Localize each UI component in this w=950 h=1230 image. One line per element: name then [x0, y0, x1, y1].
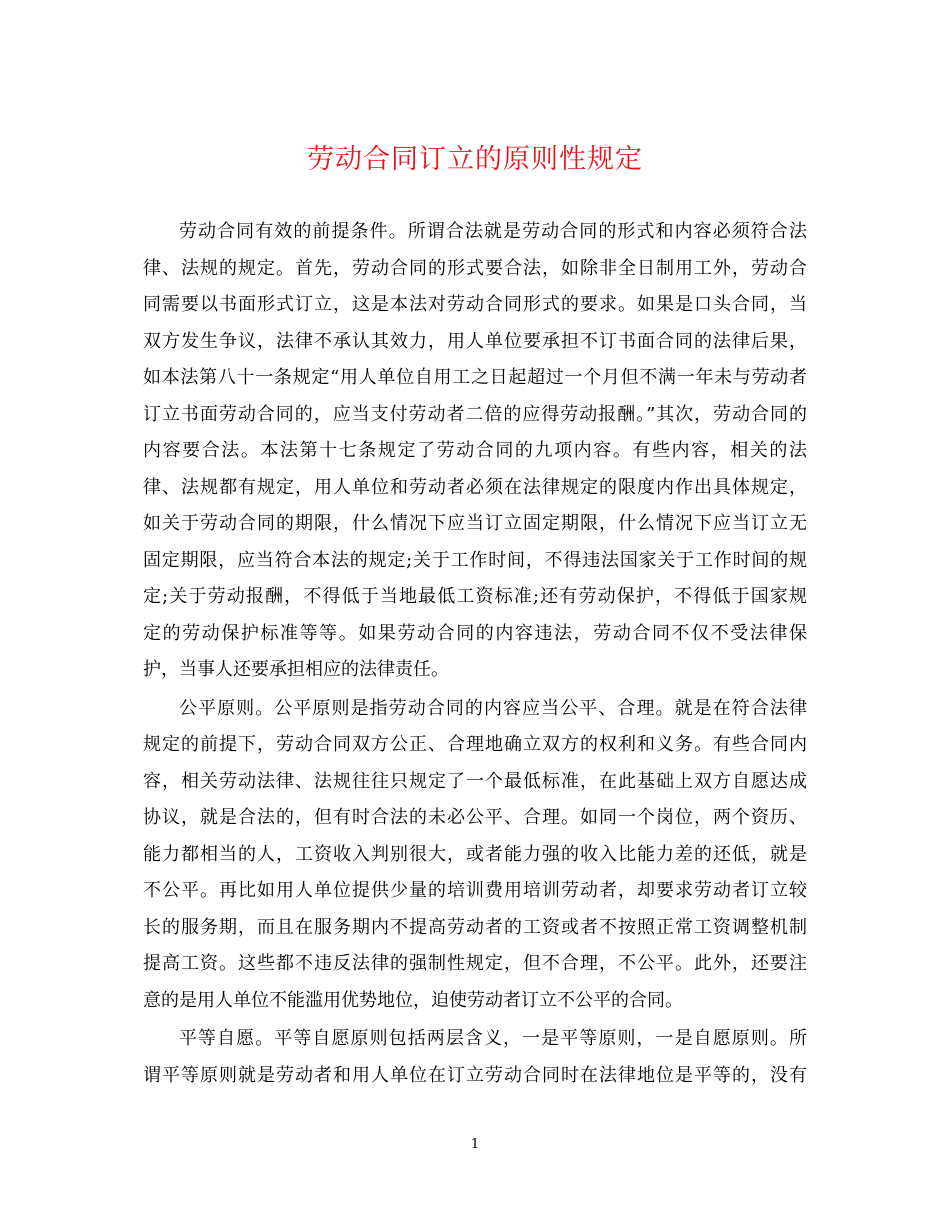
text-line: 劳动合同有效的前提条件。所谓合法就是劳动合同的形式和内容必须符合法: [179, 221, 807, 242]
text-line: 能力都相当的人，工资收入判别很大，或者能力强的收入比能力差的还低，就是: [143, 843, 807, 865]
text-line: 提高工资。这些都不违反法律的强制性规定，但不合理，不公平。此外，还要注: [143, 953, 807, 974]
text-line: 内容要合法。本法第十七条规定了劳动合同的九项内容。有些内容，相关的法: [143, 440, 807, 461]
text-line: 协议，就是合法的，但有时合法的未必公平、合理。如同一个岗位，两个资历、: [143, 807, 807, 828]
text-line: 固定期限，应当符合本法的规定;关于工作时间，不得违法国家关于工作时间的规: [143, 549, 807, 571]
text-line: 定的劳动保护标准等等。如果劳动合同的内容违法，劳动合同不仅不受法律保: [143, 622, 807, 644]
text-line: 同需要以书面形式订立，这是本法对劳动合同形式的要求。如果是口头合同，当: [143, 294, 807, 315]
text-line: 规定的前提下，劳动合同双方公正、合理地确立双方的权利和义务。有些合同内: [143, 734, 807, 755]
page-number: 1: [470, 1137, 480, 1152]
text-line: 意的是用人单位不能滥用优势地位，迫使劳动者订立不公平的合同。: [143, 989, 683, 1011]
document-body: [143, 214, 807, 1094]
text-line: 长的服务期，而且在服务期内不提高劳动者的工资或者不按照正常工资调整机制: [143, 916, 807, 938]
text-line: 订立书面劳动合同的，应当支付劳动者二倍的应得劳动报酬。”其次，劳动合同的: [143, 403, 807, 425]
text-line: 谓平等原则就是劳动者和用人单位在订立劳动合同时在法律地位是平等的，没有: [143, 1064, 807, 1086]
text-line: 双方发生争议，法律不承认其效力，用人单位要承担不订书面合同的法律后果，: [143, 330, 807, 352]
paragraph-equality-voluntariness: [143, 1021, 807, 1094]
text-line: 不公平。再比如用人单位提供少量的培训费用培训劳动者，却要求劳动者订立较: [143, 880, 807, 901]
text-line: 如本法第八十一条规定“用人单位自用工之日起超过一个月但不满一年未与劳动者: [143, 367, 807, 388]
text-line: 定;关于劳动报酬，不得低于当地最低工资标准;还有劳动保护，不得低于国家规: [143, 586, 807, 607]
text-line: 律、法规都有规定，用人单位和劳动者必须在法律规定的限度内作出具体规定，: [143, 476, 807, 498]
document-title: 劳动合同订立的原则性规定: [307, 144, 643, 175]
text-line: 公平原则。公平原则是指劳动合同的内容应当公平、合理。就是在符合法律: [179, 697, 807, 719]
paragraph-legality: [143, 214, 807, 689]
paragraph-fairness: [143, 691, 807, 1020]
text-line: 平等自愿。平等自愿原则包括两层含义，一是平等原则，一是自愿原则。所: [179, 1028, 807, 1049]
text-line: 律、法规的规定。首先，劳动合同的形式要合法，如除非全日制用工外，劳动合: [143, 257, 807, 279]
text-line: 如关于劳动合同的期限，什么情况下应当订立固定期限，什么情况下应当订立无: [143, 513, 807, 534]
text-line: 护，当事人还要承担相应的法律责任。: [143, 659, 449, 680]
text-line: 容，相关劳动法律、法规往往只规定了一个最低标准，在此基础上双方自愿达成: [143, 770, 807, 792]
